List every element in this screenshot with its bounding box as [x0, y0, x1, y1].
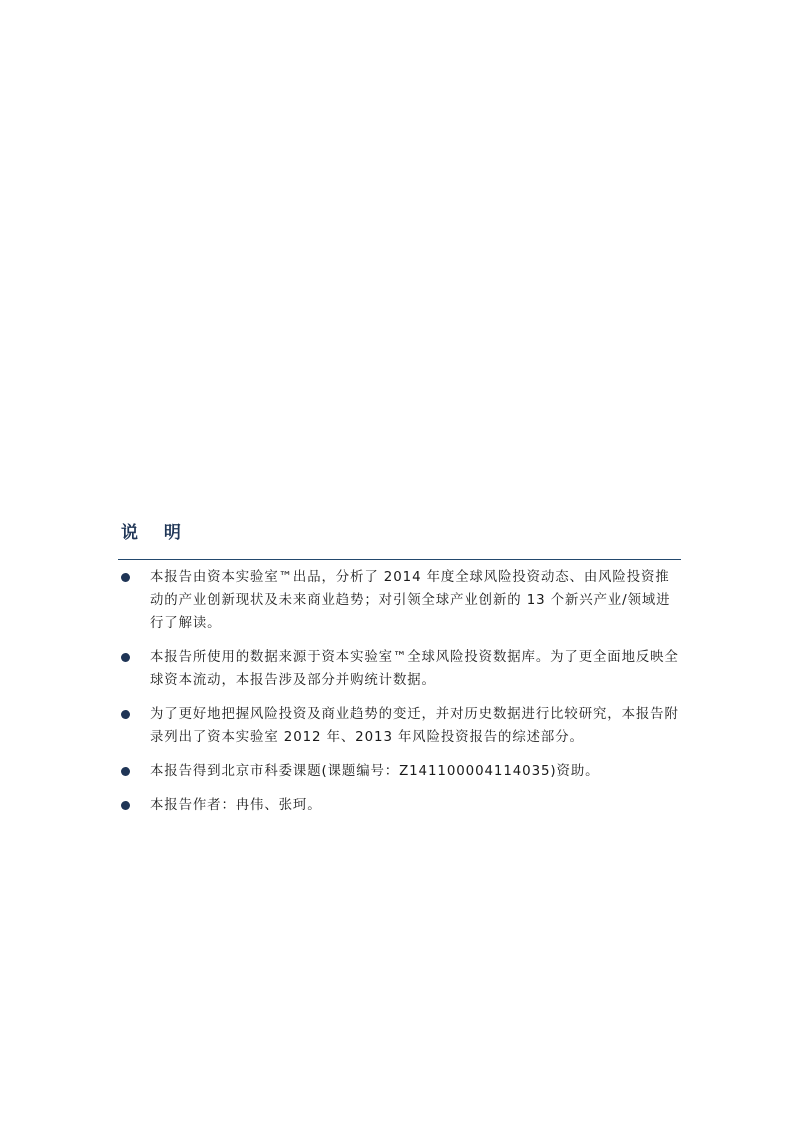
list-item: [118, 703, 681, 749]
list-item-text: 本报告所使用的数据来源于资本实验室™全球风险投资数据库。为了更全面地反映全球资本流动，本报告涉及部分并购统计数据。: [150, 650, 679, 688]
heading-divider: [118, 559, 681, 560]
list-item-text: 本报告由资本实验室™出品，分析了 2014 年度全球风险投资动态、由风险投资推动的产业创新现状及未来商业趋势；对引领全球产业创新的 13 个新兴产业/领域进行了解读。: [150, 570, 671, 631]
bullet-icon: [121, 767, 130, 776]
section-heading: 说 明: [121, 523, 191, 543]
list-item-text: 本报告得到北京市科委课题(课题编号：Z141100004114035)资助。: [150, 764, 600, 779]
bullet-icon: [121, 653, 130, 662]
bullet-icon: [121, 710, 130, 719]
notes-section: [118, 518, 681, 828]
list-item-text: 本报告作者：冉伟、张珂。: [150, 798, 322, 813]
list-item: [118, 760, 681, 783]
list-item: [118, 566, 681, 635]
bullet-icon: [121, 801, 130, 810]
bullet-icon: [121, 573, 130, 582]
list-item: [118, 646, 681, 692]
list-item-text: 为了更好地把握风险投资及商业趋势的变迁，并对历史数据进行比较研究，本报告附录列出了资本实验室 2012 年、2013 年风险投资报告的综述部分。: [150, 707, 679, 745]
list-item: [118, 794, 681, 817]
notes-list: [118, 566, 681, 817]
